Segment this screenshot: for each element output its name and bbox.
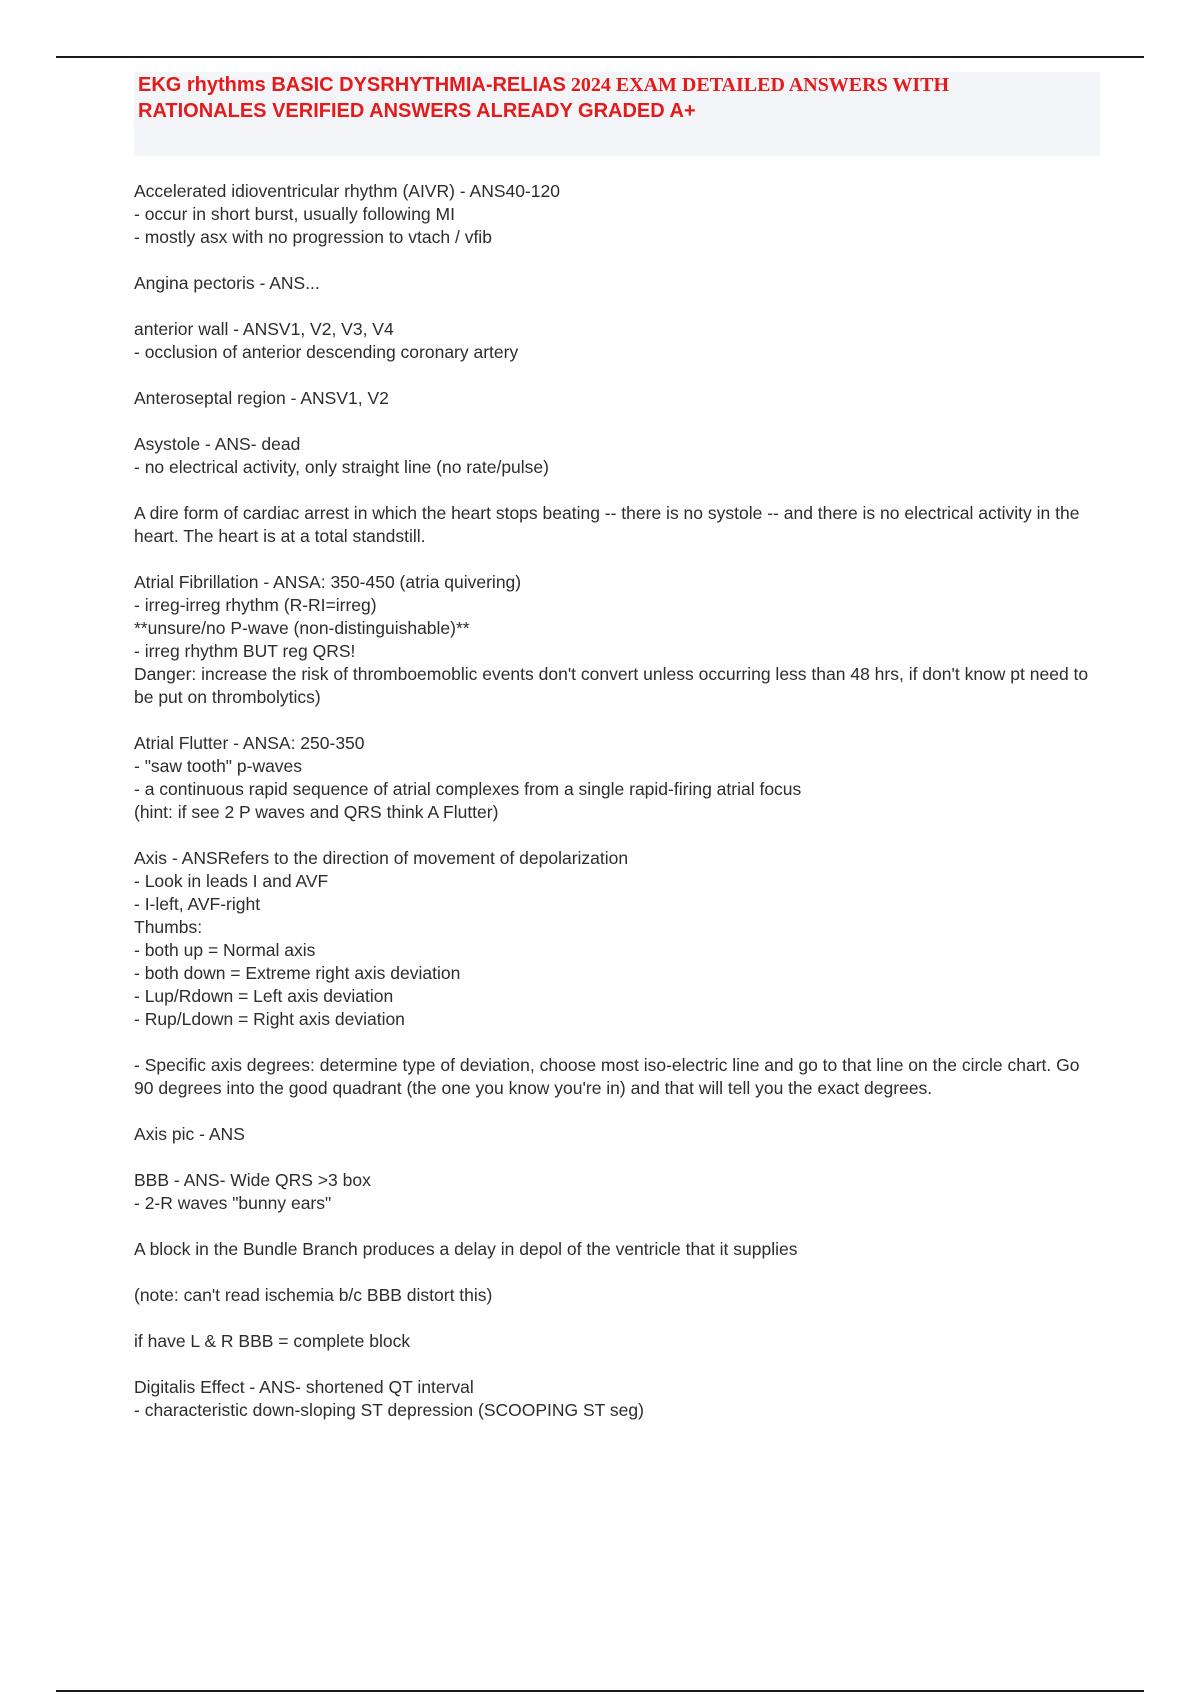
qa-entry <box>134 387 1094 410</box>
entry-line: - occlusion of anterior descending coronary artery <box>134 342 519 362</box>
title-line-1-sans: EKG rhythms BASIC DYSRHYTHMIA-RELIAS <box>138 74 566 96</box>
entry-line: - Lup/Rdown = Left axis deviation <box>134 986 394 1006</box>
entry-line: Atrial Fibrillation - ANSA: 350-450 (atria quivering) <box>134 572 522 592</box>
qa-entry <box>134 180 1094 249</box>
qa-entry <box>134 732 1094 824</box>
bottom-rule <box>56 1690 1144 1692</box>
entry-line: - Specific axis degrees: determine type of deviation, choose most iso-electric line and go to that line on the circle chart. Go 90 degrees into the good quadrant (the one you know you're in) and that will tell you the exact degrees. <box>134 1055 1080 1098</box>
entry-line: - occur in short burst, usually following MI <box>134 204 455 224</box>
qa-entry <box>134 1376 1094 1422</box>
entry-line: Angina pectoris - ANS... <box>134 273 320 293</box>
document-title <box>134 72 1100 156</box>
entry-line: anterior wall - ANSV1, V2, V3, V4 <box>134 319 394 339</box>
entry-line: (note: can't read ischemia b/c BBB distort this) <box>134 1285 493 1305</box>
qa-entry <box>134 571 1094 709</box>
qa-entry <box>134 502 1094 548</box>
entry-line: - irreg rhythm BUT reg QRS! <box>134 641 356 661</box>
entry-line: - 2-R waves "bunny ears" <box>134 1193 332 1213</box>
entry-line: (hint: if see 2 P waves and QRS think A Flutter) <box>134 802 499 822</box>
entry-line: Accelerated idioventricular rhythm (AIVR) - ANS40-120 <box>134 181 561 201</box>
entry-line: - I-left, AVF-right <box>134 894 261 914</box>
qa-entry <box>134 1330 1094 1353</box>
qa-entry <box>134 272 1094 295</box>
entry-line: if have L & R BBB = complete block <box>134 1331 411 1351</box>
top-rule <box>56 56 1144 58</box>
title-line-1 <box>138 72 1096 98</box>
document-body <box>134 180 1094 1445</box>
qa-entry <box>134 1284 1094 1307</box>
entry-line: Anteroseptal region - ANSV1, V2 <box>134 388 389 408</box>
entry-line: Axis pic - ANS <box>134 1124 245 1144</box>
entry-line: BBB - ANS- Wide QRS >3 box <box>134 1170 371 1190</box>
entry-line: **unsure/no P-wave (non-distinguishable)** <box>134 618 470 638</box>
qa-entry <box>134 433 1094 479</box>
entry-line: - both down = Extreme right axis deviation <box>134 963 461 983</box>
qa-entry <box>134 1169 1094 1215</box>
entry-line: - Rup/Ldown = Right axis deviation <box>134 1009 405 1029</box>
entry-line: Asystole - ANS- dead <box>134 434 301 454</box>
qa-entry <box>134 1238 1094 1261</box>
title-line-2: RATIONALES VERIFIED ANSWERS ALREADY GRADED A+ <box>138 100 696 122</box>
entry-line: Thumbs: <box>134 917 203 937</box>
entry-line: - mostly asx with no progression to vtach / vfib <box>134 227 492 247</box>
entry-line: A block in the Bundle Branch produces a delay in depol of the ventricle that it supplies <box>134 1239 798 1259</box>
entry-line: - characteristic down-sloping ST depression (SCOOPING ST seg) <box>134 1400 644 1420</box>
entry-line: - both up = Normal axis <box>134 940 316 960</box>
entry-line: - Look in leads I and AVF <box>134 871 329 891</box>
qa-entry <box>134 318 1094 364</box>
title-line-1-serif: 2024 EXAM DETAILED ANSWERS WITH <box>565 74 950 96</box>
qa-entry <box>134 1054 1094 1100</box>
entry-line: Atrial Flutter - ANSA: 250-350 <box>134 733 365 753</box>
qa-entry <box>134 847 1094 1031</box>
entry-line: - "saw tooth" p-waves <box>134 756 303 776</box>
entry-line: - irreg-irreg rhythm (R-RI=irreg) <box>134 595 377 615</box>
entry-line: Digitalis Effect - ANS- shortened QT interval <box>134 1377 474 1397</box>
entry-line: - no electrical activity, only straight line (no rate/pulse) <box>134 457 549 477</box>
entry-line: Axis - ANSRefers to the direction of movement of depolarization <box>134 848 629 868</box>
entry-line: A dire form of cardiac arrest in which the heart stops beating -- there is no systole -- and there is no electrical activity in the heart. The heart is at a total standstill. <box>134 503 1080 546</box>
entry-line: Danger: increase the risk of thromboemoblic events don't convert unless occurring less than 48 hrs, if don't know pt need to be put on thrombolytics) <box>134 664 1089 707</box>
qa-entry <box>134 1123 1094 1146</box>
entry-line: - a continuous rapid sequence of atrial complexes from a single rapid-firing atrial focus <box>134 779 802 799</box>
